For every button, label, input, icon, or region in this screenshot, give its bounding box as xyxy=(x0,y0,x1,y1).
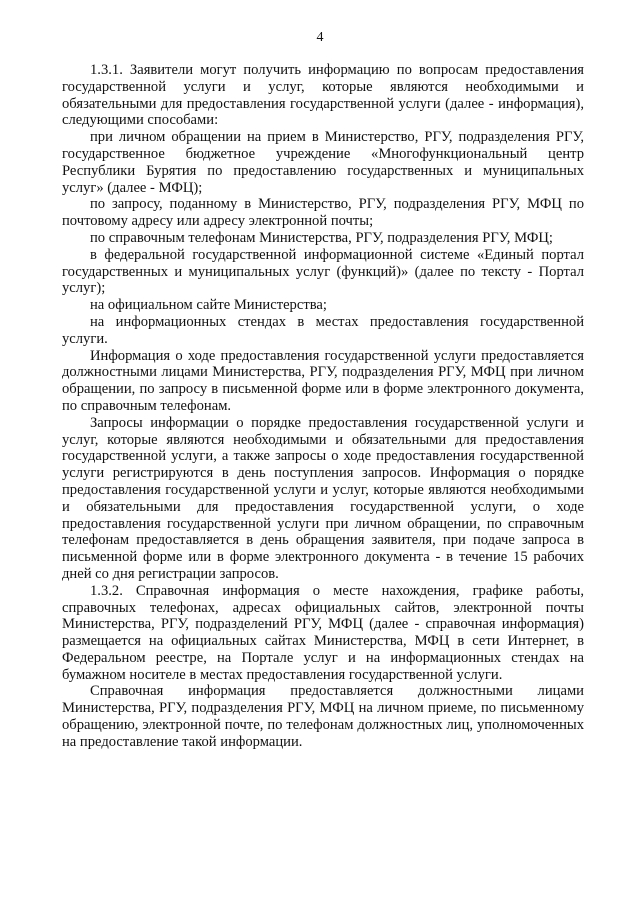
paragraph-method-portal: в федеральной государственной информационной системе «Единый портал государственных и муниципальных услуг (функций)» (далее по тексту - Портал услуг); xyxy=(62,246,584,297)
paragraph-method-stands: на информационных стендах в местах предоставления государственной услуги. xyxy=(62,313,584,347)
paragraph-method-site: на официальном сайте Министерства; xyxy=(90,297,327,314)
paragraph-reference-provided: Справочная информация предоставляется должностными лицами Министерства, РГУ, подразделения РГУ, МФЦ на личном приеме, по письменному обращению, электронной почте, по телефонам должностных лиц, уполномоченных на предоставление такой информации. xyxy=(62,683,584,750)
page-number: 4 xyxy=(316,30,324,45)
document-body xyxy=(62,62,584,751)
paragraph-method-personal: при личном обращении на прием в Министерство, РГУ, подразделения РГУ, государственное бюджетное учреждение «Многофункциональный центр Республики Бурятия по предоставлению государственных и муниципальных услуг» (далее - МФЦ); xyxy=(62,129,584,196)
paragraph-method-phone: по справочным телефонам Министерства, РГУ, подразделения РГУ, МФЦ; xyxy=(90,229,553,246)
paragraph-1-3-2: 1.3.2. Справочная информация о месте нахождения, графике работы, справочных телефонах, адресах официальных сайтов, электронной почты Министерства, РГУ, подразделений РГУ, МФЦ (далее - справочная информация) размещается на официальных сайтах Министерства, МФЦ в сети Интернет, в Федеральном реестре, на Портале услуг и на информационных стендах на бумажном носителе в местах предоставления государственной услуги. xyxy=(62,582,584,683)
paragraph-1-3-1: 1.3.1. Заявители могут получить информацию по вопросам предоставления государственной услуги и услуг, которые являются необходимыми и обязательными для предоставления государственной услуги (далее - информация), следующими способами: xyxy=(62,62,584,129)
paragraph-method-request: по запросу, поданному в Министерство, РГУ, подразделения РГУ, МФЦ по почтовому адресу или адресу электронной почты; xyxy=(62,196,584,230)
paragraph-info-provided: Информация о ходе предоставления государственной услуги предоставляется должностными лицами Министерства, РГУ, подразделения РГУ, МФЦ при личном обращении, по запросу в письменной форме или в форме электронного документа, по справочным телефонам. xyxy=(62,347,584,414)
paragraph-requests: Запросы информации о порядке предоставления государственной услуги и услуг, которые являются необходимыми и обязательными для предоставления государственной услуги, а также запросы о ходе предоставления государственной услуги регистрируются в день поступления запросов. Информация о порядке предоставления государственной услуги и услуг, которые являются необходимыми и обязательными для предоставления государственной услуги, о ходе предоставления государственной услуги при личном обращении, по справочным телефонам предоставляется в день обращения заявителя, при подаче запроса в письменной форме или в форме электронного документа - в течение 15 рабочих дней со дня регистрации запросов. xyxy=(62,414,584,582)
